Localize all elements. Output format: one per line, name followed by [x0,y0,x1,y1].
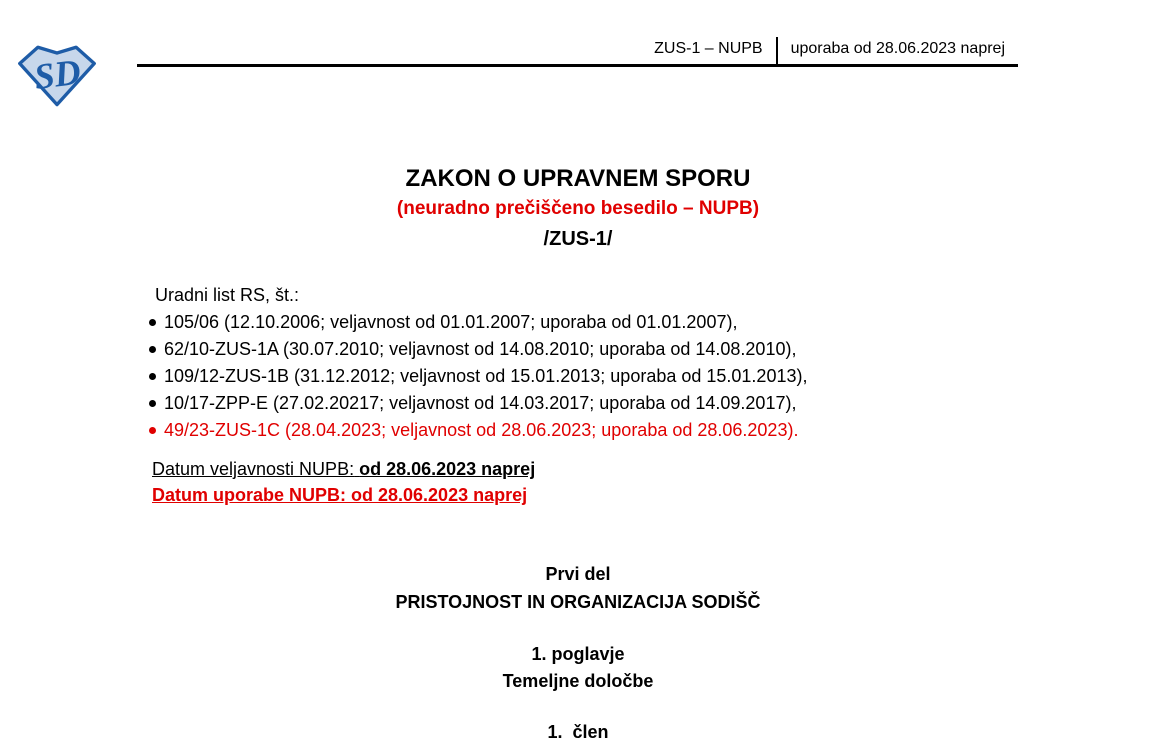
list-item [148,309,807,336]
gazette-item-text: 62/10-ZUS-1A (30.07.2010; veljavnost od 14.08.2010; uporaba od 14.08.2010), [164,339,797,359]
nupb-dates [152,456,535,508]
header-doc-code: ZUS-1 – NUPB [654,40,763,57]
gazette-item-text: 105/06 (12.10.2006; veljavnost od 01.01.2007; uporaba od 01.01.2007), [164,312,738,332]
article-heading [138,718,1018,746]
bullet-icon [149,346,156,353]
usage-date-line: Datum uporabe NUPB: od 28.06.2023 naprej [152,485,528,505]
bullet-icon [149,400,156,407]
part-heading [138,560,1018,616]
part-label: Prvi del [545,564,611,584]
chapter-title: Temeljne določbe [502,671,654,691]
gazette-item-text: 109/12-ZUS-1B (31.12.2012; veljavnost od 15.01.2013; uporaba od 15.01.2013), [164,366,808,386]
list-item [148,390,807,417]
validity-date-value: od 28.06.2023 naprej [359,459,536,479]
bullet-icon [149,373,156,380]
list-item [148,336,807,363]
article-label: 1. člen [547,722,609,742]
bullet-icon [149,427,156,434]
document-short-code: /ZUS-1/ [543,228,613,250]
title-block [138,163,1018,254]
validity-date-line [152,456,535,482]
logo-monogram: SD [31,51,83,98]
list-item [148,363,807,390]
gazette-heading: Uradni list RS, št.: [155,285,300,305]
part-title: PRISTOJNOST IN ORGANIZACIJA SODIŠČ [395,592,761,612]
sd-shield-logo-icon [14,42,100,108]
document-sections [138,560,1018,746]
chapter-label: 1. poglavje [531,644,625,664]
document-subtitle: (neuradno prečiščeno besedilo – NUPB) [396,198,760,219]
list-item [148,417,807,444]
header-rule [137,64,1018,67]
gazette-list [148,282,807,444]
header-usage-note: uporaba od 28.06.2023 naprej [790,40,1005,57]
chapter-heading [138,641,1018,695]
document-title: ZAKON O UPRAVNEM SPORU [405,165,751,192]
header-divider [776,37,778,66]
gazette-item-text: 49/23-ZUS-1C (28.04.2023; veljavnost od 28.06.2023; uporaba od 28.06.2023). [164,420,799,440]
gazette-item-text: 10/17-ZPP-E (27.02.20217; veljavnost od 14.03.2017; uporaba od 14.09.2017), [164,393,797,413]
page-header [654,37,1005,66]
bullet-icon [149,319,156,326]
validity-date-label: Datum veljavnosti NUPB: [152,459,355,479]
